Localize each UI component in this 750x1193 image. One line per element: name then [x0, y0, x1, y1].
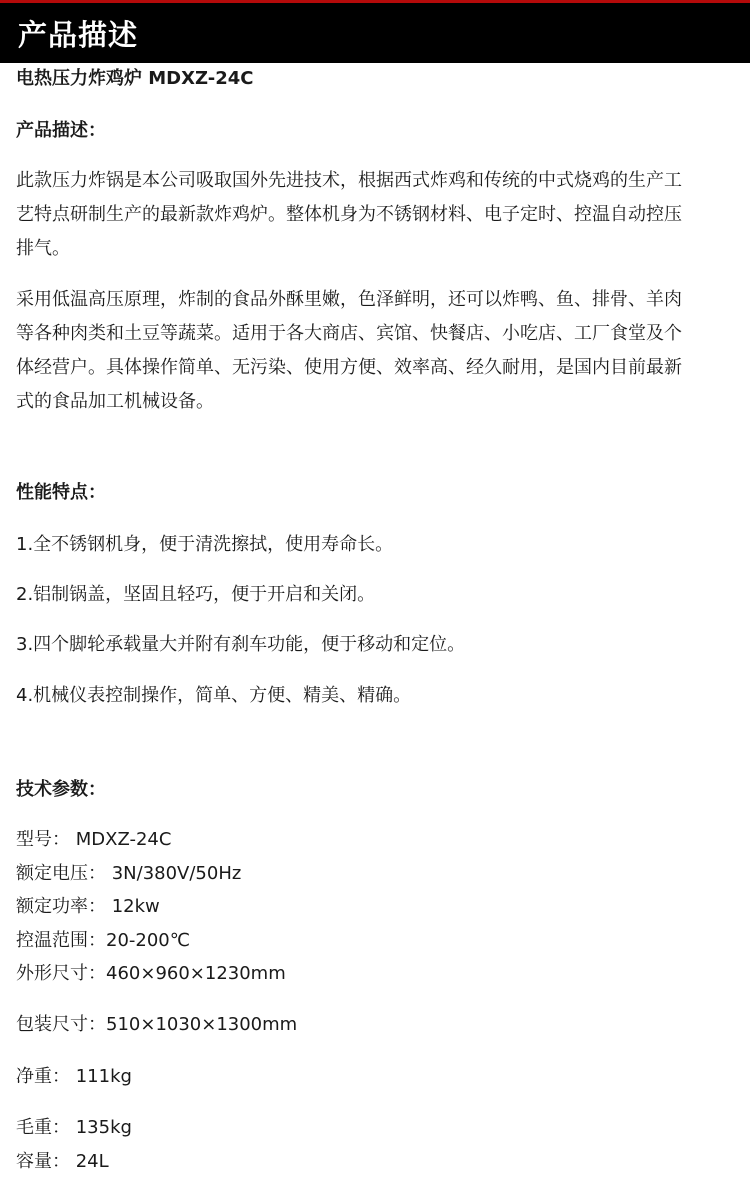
description-line: 排气。 [16, 238, 70, 259]
description-heading: 产品描述： [16, 120, 106, 141]
description-line: 此款压力炸锅是本公司吸取国外先进技术，根据西式炸鸡和传统的中式烧鸡的生产工 [16, 170, 682, 191]
section-header-bar [0, 3, 750, 63]
spec-capacity: 容量： 24L [16, 1151, 109, 1172]
feature-item: 3.四个脚轮承载量大并附有刹车功能，便于移动和定位。 [16, 634, 466, 655]
feature-item: 2.铝制锅盖，坚固且轻巧，便于开启和关闭。 [16, 584, 376, 605]
description-line: 等各种肉类和土豆等蔬菜。适用于各大商店、宾馆、快餐店、小吃店、工厂食堂及个 [16, 323, 682, 344]
spec-gross-weight: 毛重： 135kg [16, 1117, 132, 1138]
feature-item: 4.机械仪表控制操作，简单、方便、精美、精确。 [16, 685, 412, 706]
spec-voltage: 额定电压： 3N/380V/50Hz [16, 863, 242, 884]
description-line: 体经营户。具体操作简单、无污染、使用方便、效率高、经久耐用，是国内目前最新 [16, 357, 682, 378]
spec-model: 型号： MDXZ-24C [16, 829, 172, 850]
features-heading: 性能特点： [16, 482, 106, 503]
spec-package-size: 包装尺寸：510×1030×1300mm [16, 1014, 298, 1035]
description-paragraph-2 [16, 283, 738, 419]
spec-power: 额定功率： 12kw [16, 896, 160, 917]
description-line: 式的食品加工机械设备。 [16, 391, 214, 412]
description-line: 艺特点研制生产的最新款炸鸡炉。整体机身为不锈钢材料、电子定时、控温自动控压 [16, 204, 682, 225]
feature-item: 1.全不锈钢机身，便于清洗擦拭，使用寿命长。 [16, 534, 394, 555]
product-name: 电热压力炸鸡炉 MDXZ-24C [16, 68, 254, 89]
spec-temperature-range: 控温范围：20-200℃ [16, 930, 190, 951]
description-paragraph-1 [16, 164, 738, 266]
spec-dimensions: 外形尺寸：460×960×1230mm [16, 963, 286, 984]
specs-heading: 技术参数： [16, 779, 106, 800]
section-title: 产品描述 [18, 18, 139, 52]
spec-net-weight: 净重： 111kg [16, 1066, 132, 1087]
description-line: 采用低温高压原理，炸制的食品外酥里嫩，色泽鲜明，还可以炸鸭、鱼、排骨、羊肉 [16, 289, 682, 310]
